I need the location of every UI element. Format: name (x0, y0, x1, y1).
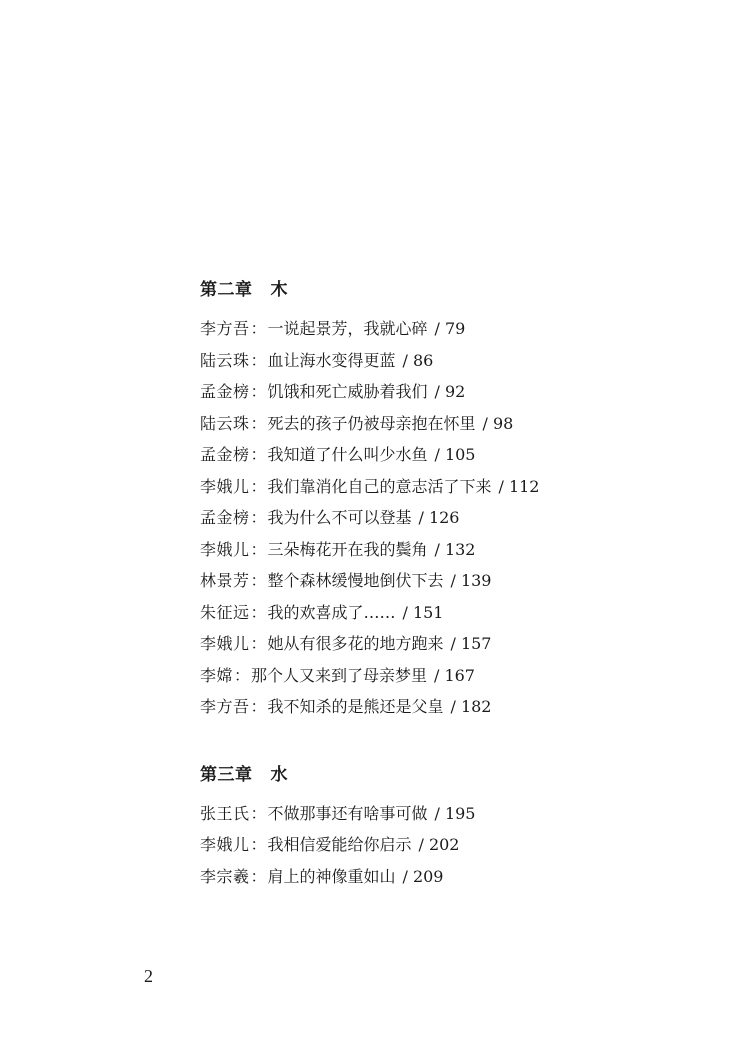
entry-author: 李嫦 (200, 665, 234, 685)
entry-title: 我相信爱能给你启示 (267, 835, 412, 854)
entry-title: 我们靠消化自己的意志活了下来 (267, 476, 492, 496)
entry-title: 我为什么不可以登基 (267, 508, 412, 527)
entry-page: 79 (444, 319, 466, 338)
chapter-heading (200, 763, 720, 787)
entry-separator: ： (234, 665, 251, 685)
entry-author: 李娥儿 (200, 476, 250, 496)
entry-page: 139 (460, 571, 492, 590)
entry-separator: ： (250, 571, 267, 590)
toc-entry[interactable] (200, 660, 720, 692)
toc-entry[interactable] (200, 376, 720, 408)
entry-title: 我不知杀的是熊还是父皇 (267, 697, 444, 716)
entry-page: 151 (412, 602, 444, 622)
entry-title: 我的欢喜成了…… (267, 602, 396, 622)
entry-author: 李娥儿 (200, 634, 250, 653)
entry-page: 167 (444, 665, 475, 685)
page-number: 2 (144, 966, 153, 986)
page-separator: / (434, 445, 440, 464)
entry-title: 整个森林缓慢地倒伏下去 (267, 571, 444, 590)
entry-page: 92 (444, 382, 466, 401)
chapter-number: 第三章 (200, 764, 253, 785)
toc-entry[interactable] (200, 565, 720, 597)
entry-title: 那个人又来到了母亲梦里 (251, 665, 428, 685)
entry-author: 李宗羲 (200, 866, 250, 886)
page-separator: / (402, 866, 408, 886)
entry-separator: ： (250, 602, 267, 622)
toc-entry[interactable] (200, 534, 720, 566)
entry-author: 张王氏 (200, 803, 250, 823)
page-separator: / (434, 539, 440, 559)
entry-page: 105 (444, 445, 476, 464)
entry-title: 我知道了什么叫少水鱼 (267, 445, 428, 464)
entry-page: 132 (444, 539, 476, 559)
chapter-name: 木 (270, 280, 288, 300)
page-separator: / (450, 571, 456, 590)
toc-entry[interactable] (200, 597, 720, 629)
entry-separator: ： (250, 634, 267, 653)
toc-entry[interactable] (200, 313, 720, 345)
toc-entry[interactable] (200, 471, 720, 503)
chapter-section (200, 278, 720, 723)
entry-author: 李娥儿 (200, 539, 250, 559)
entry-page: 209 (412, 866, 444, 886)
entry-page: 98 (492, 413, 514, 433)
entry-separator: ： (250, 866, 267, 886)
toc-entry[interactable] (200, 861, 720, 893)
entry-title: 血让海水变得更蓝 (267, 350, 396, 370)
entry-separator: ： (250, 445, 267, 464)
entry-author: 陆云珠 (200, 350, 250, 370)
entry-author: 李方吾 (200, 697, 250, 716)
table-of-contents (200, 278, 720, 892)
entry-page: 157 (460, 634, 492, 653)
chapter-heading (200, 278, 720, 302)
toc-entry[interactable] (200, 798, 720, 830)
entry-author: 林景芳 (200, 571, 250, 590)
chapter-section (200, 763, 720, 893)
entry-title: 死去的孩子仍被母亲抱在怀里 (267, 413, 476, 433)
toc-entry[interactable] (200, 691, 720, 723)
entry-page: 126 (428, 508, 460, 527)
page-separator: / (450, 634, 456, 653)
page-separator: / (434, 319, 440, 338)
toc-entry[interactable] (200, 439, 720, 471)
entry-separator: ： (250, 476, 267, 496)
page-separator: / (434, 382, 440, 401)
entry-author: 孟金榜 (200, 445, 250, 464)
entry-page: 202 (428, 835, 460, 854)
page-separator: / (482, 413, 488, 433)
entry-title: 一说起景芳，我就心碎 (267, 319, 428, 338)
toc-entry[interactable] (200, 408, 720, 440)
entry-page: 112 (508, 476, 540, 496)
entry-author: 陆云珠 (200, 413, 250, 433)
page-separator: / (402, 350, 408, 370)
entry-author: 孟金榜 (200, 508, 250, 527)
entry-page: 195 (444, 803, 476, 823)
entry-separator: ： (250, 835, 267, 854)
entry-separator: ： (250, 413, 267, 433)
entry-separator: ： (250, 319, 267, 338)
page-separator: / (402, 602, 408, 622)
toc-entry[interactable] (200, 345, 720, 377)
page-separator: / (450, 697, 456, 716)
page-separator: / (418, 835, 424, 854)
page-separator: / (434, 803, 440, 823)
entry-separator: ： (250, 697, 267, 716)
toc-entry[interactable] (200, 502, 720, 534)
entry-separator: ： (250, 803, 267, 823)
entry-separator: ： (250, 539, 267, 559)
entry-title: 不做那事还有啥事可做 (267, 803, 428, 823)
entry-title: 她从有很多花的地方跑来 (267, 634, 444, 653)
page-separator: / (418, 508, 424, 527)
entry-separator: ： (250, 382, 267, 401)
entry-page: 182 (460, 697, 492, 716)
entry-author: 李娥儿 (200, 835, 250, 854)
page-separator: / (498, 476, 504, 496)
entry-title: 肩上的神像重如山 (267, 866, 396, 886)
entry-page: 86 (412, 350, 434, 370)
entry-author: 朱征远 (200, 602, 250, 622)
chapter-name: 水 (270, 764, 288, 785)
entry-author: 李方吾 (200, 319, 250, 338)
toc-entry[interactable] (200, 628, 720, 660)
toc-entry[interactable] (200, 829, 720, 861)
entry-author: 孟金榜 (200, 382, 250, 401)
entry-title: 饥饿和死亡威胁着我们 (267, 382, 428, 401)
entry-separator: ： (250, 508, 267, 527)
chapter-number: 第二章 (200, 280, 253, 300)
entry-separator: ： (250, 350, 267, 370)
page-separator: / (434, 665, 440, 685)
entry-title: 三朵梅花开在我的鬓角 (267, 539, 428, 559)
